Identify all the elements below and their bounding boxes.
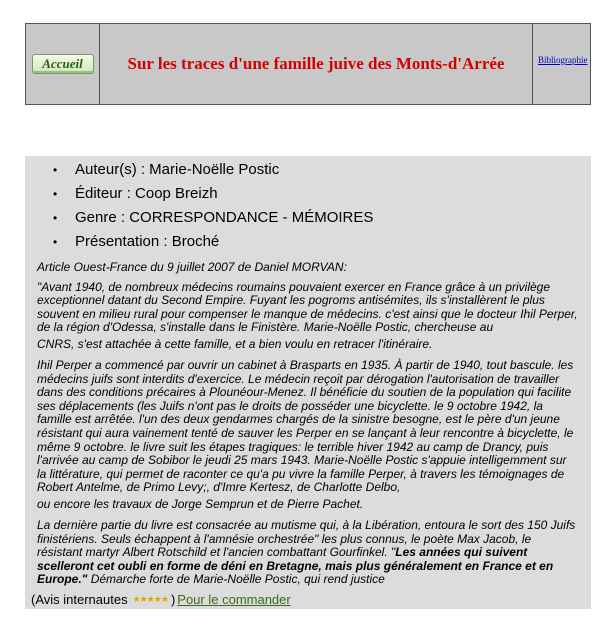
author-detail: Auteur(s) : Marie-Noëlle Postic	[75, 161, 280, 178]
list-item	[53, 182, 591, 206]
reviews-label: (Avis internautes	[31, 591, 128, 607]
article-paragraph	[37, 281, 579, 353]
paragraph-bold-text: Les années qui suivent scelleront cet oubli en forme de déni en Bretagne, mais plus généralement en France et en Europe."	[37, 545, 554, 587]
reviews-bar	[25, 589, 591, 609]
list-item	[53, 158, 591, 182]
page-title: Sur les traces d'une famille juive des Monts-d'Arrée	[127, 54, 505, 73]
home-cell	[26, 24, 100, 104]
paragraph-text: ou encore les travaux de Jorge Semprun et de Pierre Pachet.	[37, 496, 364, 511]
bullet-icon: •	[53, 187, 58, 201]
publisher-detail: Éditeur : Coop Breizh	[75, 185, 218, 202]
paragraph-text: Démarche forte de Marie-Noëlle Postic, qui rend justice	[87, 572, 385, 587]
book-panel	[25, 156, 591, 608]
reviews-close: )	[170, 591, 176, 607]
genre-detail: Genre : CORRESPONDANCE - MÉMOIRES	[75, 209, 374, 226]
paragraph-text: Ihil Perper a commencé par ouvrir un cabinet à Brasparts en 1935. À partir de 1940, tout bascule. les médecins juifs sont interdits d'exercice. Le médecin reçoit par dérogation l'autorisation de travailler dans des conditions précaires à Plounéour-Menez. Il bénéficie du soutien de la population qui facilite ses déplacements (les Juifs n'ont pas le droits de posséder une bicyclette. le 9 octobre 1942, la famille est arrêtée. l'un des deux gendarmes chargés de la sinistre besogne, est le père d'un jeune résistant qui aura vainement tenté de sauver les Perper en se lançant à leur rencontre à bicyclette, le même 9 octobre. le livre suit les étapes tragiques: le terrible hiver 1942 au camp de Drancy, puis l'arrivée au camp de Sobibor le jeudi 25 mars 1943. Marie-Noëlle Postic s'appuie intelligemment sur la littérature, qui permet de raconter ce qu'a pu vivre la famille Perper, à travers les témoignages de Robert Antelme, de Primo Levy;, d'Imre Kertesz, de Charlotte Delbo,	[37, 357, 574, 495]
order-link[interactable]: Pour le commander	[177, 591, 291, 607]
paragraph-text: La dernière partie du livre est consacrée au mutisme qui, à la Libération, entoura le sort des 150 Juifs finistériens. Seuls échappent à l'amnésie orchestrée" les plus connus, le poète Max Jacob, le résistant martyr Albert Rotschild et l'ancien combattant Gourfinkel. "	[37, 517, 576, 560]
home-button[interactable]: Accueil	[32, 54, 94, 74]
paragraph-text: "Avant 1940, de nombreux médecins roumains pouvaient exercer en France grâce à un privilège exceptionnel datant du Second Empire. Fuyant les pogroms antisémites, ils s'installèrent le plus souvent en milieu rural pour compenser le manque de médecins. c'est ainsi que le docteur Ihil Perper, de la région d'Odessa, s'installe dans le Finistère. Marie-Noëlle Postic, chercheuse au	[37, 279, 578, 335]
format-detail: Présentation : Broché	[75, 233, 220, 250]
header-table	[25, 23, 591, 105]
bibliography-cell	[533, 24, 590, 104]
article-paragraph	[37, 519, 579, 587]
article-text	[25, 254, 591, 587]
book-details-list	[25, 156, 591, 254]
list-item	[53, 206, 591, 230]
title-cell	[100, 24, 533, 104]
article-paragraph	[37, 359, 579, 513]
article-source: Article Ouest-France du 9 juillet 2007 de Daniel MORVAN:	[37, 260, 347, 274]
bibliography-link[interactable]: Bibliographie	[538, 55, 588, 65]
bullet-icon: •	[53, 235, 58, 249]
paragraph-text: CNRS, s'est attachée à cette famille, et a bien voulu en retracer l'itinéraire.	[37, 336, 433, 351]
rating-stars-icon: ★★★★★	[132, 593, 168, 604]
bullet-icon: •	[53, 211, 58, 225]
bullet-icon: •	[53, 163, 58, 177]
list-item	[53, 230, 591, 254]
